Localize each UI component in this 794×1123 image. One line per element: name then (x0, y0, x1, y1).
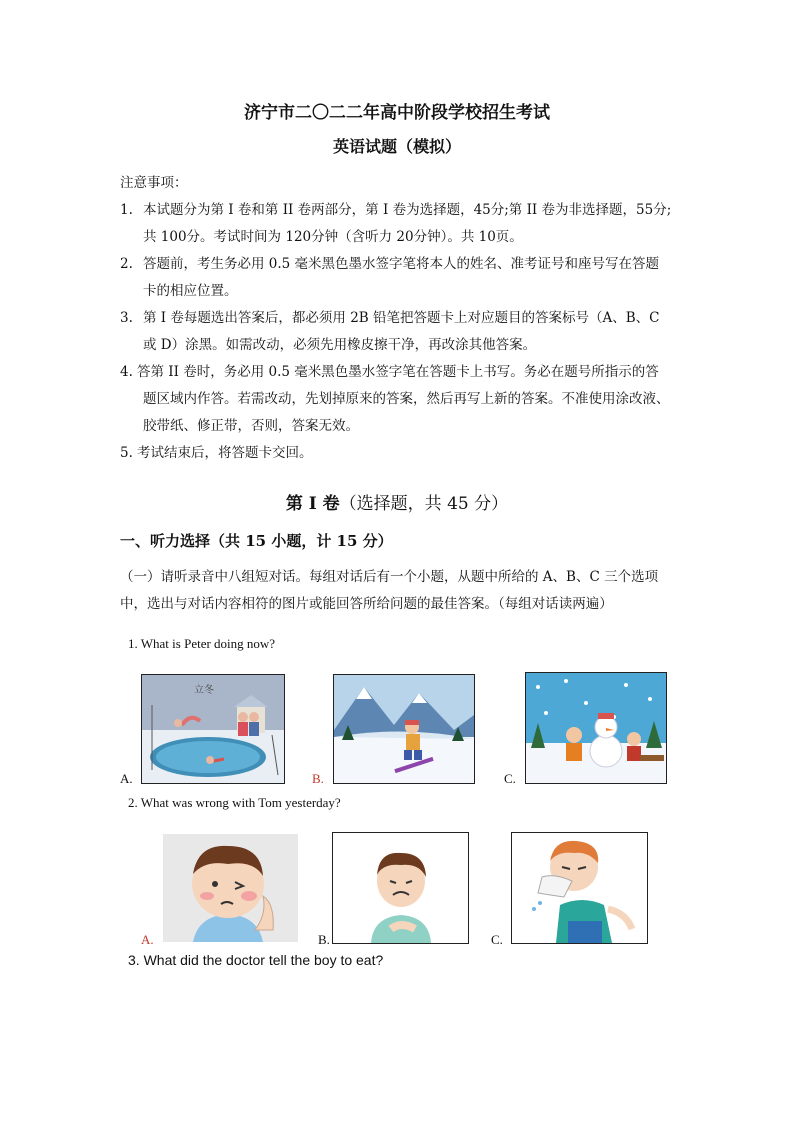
note-3-line-1: 第 I 卷每题选出答案后，都必须用 2B 铅笔把答题卡上对应题目的答案标号（A、B、C (143, 310, 660, 326)
note-3-num: 3. (120, 310, 133, 326)
note-1-line-2: 共 100分。考试时间为 120分钟（含听力 20分钟）。共 10页。 (143, 229, 523, 245)
note-5-num: 5. (120, 445, 133, 461)
snowman-image[interactable] (525, 672, 667, 784)
instruction-line-1: （一）请听录音中八组短对话。每组对话后有一个小题，从题中所给的 A、B、C 三个选项 (120, 569, 659, 585)
svg-text:立冬: 立冬 (194, 685, 214, 696)
q1-option-b-label[interactable]: B. (312, 771, 324, 786)
note-4-num: 4. (120, 364, 133, 380)
exam-title: 济宁市二〇二二年高中阶段学校招生考试 (244, 103, 550, 123)
question-2-text: 2. What was wrong with Tom yesterday? (128, 795, 341, 810)
instruction-line-2: 中，选出与对话内容相符的图片或能回答所给问题的最佳答案。（每组对话读两遍） (120, 596, 613, 612)
note-3-line-2: 或 D）涂黑。如需改动，必须先用橡皮擦干净，再改涂其他答案。 (143, 337, 537, 353)
note-5-line-1: 考试结束后，将答题卡交回。 (137, 445, 313, 461)
note-4-line-1: 答第 II 卷时，务必用 0.5 毫米黑色墨水签字笔在答题卡上书写。务必在题号所指示的答 (137, 364, 659, 380)
note-4-line-2: 题区域内作答。若需改动，先划掉原来的答案，然后再写上新的答案。不准使用涂改液、 (143, 391, 670, 407)
exam-subtitle: 英语试题（模拟） (332, 137, 461, 156)
q1-option-c-label[interactable]: C. (504, 771, 516, 786)
note-2-num: 2. (120, 256, 133, 272)
note-2-line-2: 卡的相应位置。 (143, 283, 238, 299)
skiing-image[interactable] (333, 674, 475, 784)
note-1-line-1: 本试题分为第 I 卷和第 II 卷两部分，第 I 卷为选择题，45分;第 II 卷为非选择题，55分; (143, 202, 672, 218)
question-3-text: 3. What did the doctor tell the boy to eat? (128, 952, 384, 968)
q2-option-c-label[interactable]: C. (491, 932, 503, 947)
q2-option-a-label[interactable]: A. (141, 932, 154, 947)
q1-option-a-label[interactable]: A. (120, 771, 133, 786)
note-4-line-3: 胶带纸、修正带，否则，答案无效。 (143, 418, 359, 434)
section-title-bold: 第 I 卷 (285, 494, 340, 514)
note-1-num: 1. (120, 202, 133, 218)
stomachache-image[interactable] (332, 832, 469, 944)
runny-nose-image[interactable] (511, 832, 648, 944)
notes-heading: 注意事项： (120, 175, 188, 191)
winter-swimming-image[interactable] (141, 674, 285, 784)
q2-option-b-label[interactable]: B. (318, 932, 330, 947)
section-title-rest: （选择题，共 45 分） (339, 494, 509, 514)
section-title (0, 489, 794, 514)
question-1-text: 1. What is Peter doing now? (128, 636, 276, 651)
part-title: 一、听力选择（共 15 小题，计 15 分） (120, 532, 393, 550)
note-2-line-1: 答题前，考生务必用 0.5 毫米黑色墨水签字笔将本人的姓名、准考证号和座号写在答题 (143, 256, 660, 272)
toothache-image[interactable] (163, 834, 298, 942)
